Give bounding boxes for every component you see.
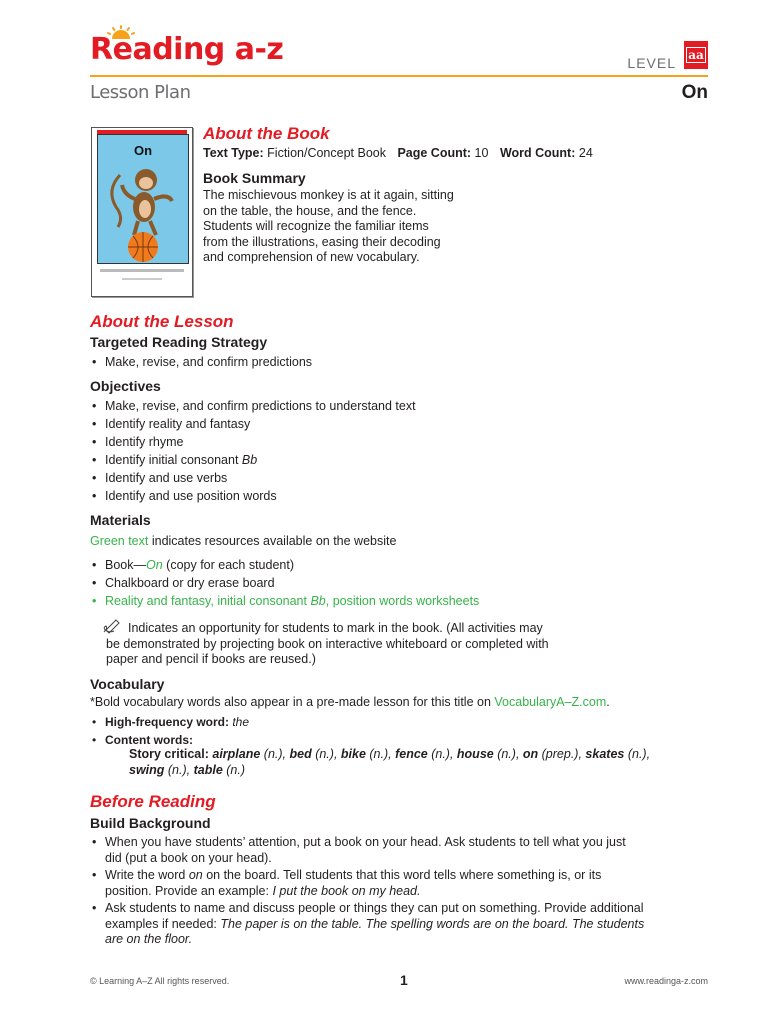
list-item bbox=[90, 433, 416, 451]
about-lesson-heading: About the Lesson bbox=[90, 312, 234, 331]
story-critical-line bbox=[129, 763, 689, 779]
item-text: examples if needed: bbox=[105, 916, 221, 931]
list-item: • Chalkboard or dry erase board bbox=[90, 574, 479, 592]
objective-em: Bb bbox=[241, 453, 258, 467]
page-count-label: Page Count: bbox=[397, 146, 472, 160]
vocab-pos: (n.), bbox=[311, 747, 341, 761]
item-em: on bbox=[188, 868, 203, 882]
summary-line: from the illustrations, easing their decoding bbox=[203, 234, 441, 249]
list-item bbox=[90, 835, 700, 866]
vocabulary-az-link[interactable]: VocabularyA–Z.com bbox=[494, 695, 607, 709]
item-em: I put the book on my head. bbox=[272, 883, 421, 898]
book-cover-image bbox=[91, 127, 193, 297]
list-item bbox=[90, 451, 416, 469]
item-text: Write the word bbox=[105, 868, 189, 882]
level-label: LEVEL bbox=[627, 55, 676, 71]
reading-az-logo: Reading a-z bbox=[90, 32, 284, 67]
materials-heading: Materials bbox=[90, 512, 151, 528]
vocab-pos: (n.), bbox=[427, 747, 457, 761]
materials-list bbox=[90, 556, 479, 610]
item-line: • Ask students to name and discuss people or things they can put on something. Provide additional bbox=[105, 901, 644, 915]
list-item bbox=[90, 868, 700, 899]
materials-note-text: indicates resources available on the website bbox=[148, 534, 397, 548]
page-subtitle: Lesson Plan bbox=[90, 82, 191, 103]
about-book-heading: About the Book bbox=[203, 124, 330, 143]
item-line: did (put a book on your head). bbox=[105, 850, 272, 865]
list-item: • Make, revise, and confirm predictions bbox=[90, 353, 312, 371]
vocabulary-heading: Vocabulary bbox=[90, 676, 165, 692]
before-reading-heading: Before Reading bbox=[90, 792, 216, 811]
objective-text: Identify and use verbs bbox=[105, 471, 228, 485]
text-type-label: Text Type: bbox=[203, 146, 264, 160]
word-count-label: Word Count: bbox=[499, 146, 576, 160]
mark-note-line: paper and pencil if books are reused.) bbox=[106, 652, 316, 666]
vocab-word: airplane bbox=[212, 747, 261, 761]
story-critical-line bbox=[129, 747, 689, 763]
worksheets-link-text[interactable]: Reality and fantasy, initial consonant bbox=[105, 594, 311, 608]
vocab-note-text: *Bold vocabulary words also appear in a pre-made lesson for this title on bbox=[90, 695, 495, 709]
vocab-word: house bbox=[456, 747, 494, 761]
monkey-on-basketball-illustration bbox=[98, 135, 188, 263]
vocabulary-list bbox=[90, 713, 249, 749]
green-text-sample: Green text bbox=[90, 534, 149, 548]
material-book-text: Book— bbox=[105, 558, 146, 572]
item-em: The paper is on the table. The spelling words are on the board. The students bbox=[220, 916, 645, 931]
page-number: 1 bbox=[400, 972, 408, 988]
cover-credits-line bbox=[100, 269, 184, 272]
worksheets-link-em[interactable]: Bb bbox=[310, 594, 326, 608]
objective-text: Identify and use position words bbox=[105, 489, 277, 503]
item-text: position. Provide an example: bbox=[105, 883, 273, 898]
mark-note-line: be demonstrated by projecting book on interactive whiteboard or completed with bbox=[106, 636, 549, 651]
objective-text: Identify rhyme bbox=[105, 435, 184, 449]
objectives-heading: Objectives bbox=[90, 378, 161, 394]
list-item bbox=[90, 397, 416, 415]
build-background-heading: Build Background bbox=[90, 815, 211, 831]
worksheets-link-tail[interactable]: , position words worksheets bbox=[325, 594, 480, 608]
item-line: • When you have students’ attention, put a book on your head. Ask students to tell what you just bbox=[105, 835, 626, 849]
vocab-word: swing bbox=[129, 762, 165, 777]
story-critical-label: Story critical: bbox=[129, 747, 213, 761]
list-item bbox=[90, 556, 479, 574]
vocab-pos: (n.), bbox=[164, 762, 194, 777]
book-summary-heading: Book Summary bbox=[203, 170, 306, 186]
list-item bbox=[90, 487, 416, 505]
list-item bbox=[90, 901, 700, 948]
vocab-pos: (n.), bbox=[624, 747, 651, 761]
hf-word: the bbox=[229, 715, 250, 729]
vocab-word: bike bbox=[340, 747, 366, 761]
book-title: On bbox=[681, 82, 708, 103]
site-link[interactable]: www.readinga-z.com bbox=[624, 976, 708, 986]
item-text: on the board. Tell students that this word tells where something is, or its bbox=[202, 868, 602, 882]
cover-url-line bbox=[122, 278, 162, 280]
header-rule bbox=[90, 75, 708, 77]
mark-note-line: Indicates an opportunity for students to mark in the book. (All activities may bbox=[128, 621, 543, 635]
copyright: © Learning A–Z All rights reserved. bbox=[90, 976, 230, 986]
material-book-note: (copy for each student) bbox=[162, 558, 295, 572]
page-count-value: 10 bbox=[474, 146, 489, 160]
vocab-pos: (n.), bbox=[493, 747, 523, 761]
strategy-heading: Targeted Reading Strategy bbox=[90, 334, 268, 350]
vocabulary-note bbox=[90, 695, 610, 711]
word-count-value: 24 bbox=[578, 146, 593, 160]
vocab-pos: (prep.), bbox=[538, 747, 586, 761]
vocab-pos: (n.) bbox=[222, 762, 246, 777]
list-item bbox=[90, 713, 249, 731]
objective-text: Identify initial consonant bbox=[105, 453, 242, 467]
vocab-word: table bbox=[193, 762, 223, 777]
vocab-note-period: . bbox=[606, 695, 610, 709]
summary-line: on the table, the house, and the fence. bbox=[203, 203, 417, 218]
summary-line: The mischievous monkey is at it again, sitting bbox=[203, 188, 454, 202]
content-words-label: Content words: bbox=[105, 733, 193, 747]
vocab-word: on bbox=[522, 747, 539, 761]
item-line bbox=[105, 868, 700, 884]
level-badge bbox=[684, 41, 708, 69]
strategy-list bbox=[90, 353, 312, 371]
list-item bbox=[90, 415, 416, 433]
item-line bbox=[105, 917, 700, 933]
vocab-word: skates bbox=[585, 747, 625, 761]
level-value: aa bbox=[688, 48, 704, 62]
vocab-word: bed bbox=[289, 747, 312, 761]
cover-illustration bbox=[97, 134, 189, 264]
materials-note bbox=[90, 534, 396, 550]
material-book-title-link[interactable]: On bbox=[146, 558, 163, 572]
item-line bbox=[105, 884, 700, 900]
mark-note bbox=[106, 621, 706, 668]
objective-text: Identify reality and fantasy bbox=[105, 417, 251, 431]
summary-line: Students will recognize the familiar items bbox=[203, 219, 429, 233]
build-background-list bbox=[90, 835, 700, 950]
book-summary-text bbox=[203, 188, 454, 266]
story-critical-words bbox=[129, 747, 689, 778]
item-line: are on the floor. bbox=[105, 932, 193, 946]
vocab-word: fence bbox=[395, 747, 428, 761]
objectives-list bbox=[90, 397, 416, 505]
summary-line: and comprehension of new vocabulary. bbox=[203, 250, 420, 264]
objective-text: Make, revise, and confirm predictions to understand text bbox=[105, 399, 416, 413]
book-meta-line bbox=[203, 146, 593, 162]
cover-title: On bbox=[133, 143, 153, 158]
hf-label: High-frequency word: bbox=[105, 715, 230, 729]
vocab-pos: (n.), bbox=[365, 747, 396, 761]
vocab-pos: (n.), bbox=[260, 747, 290, 761]
text-type-value: Fiction/Concept Book bbox=[267, 146, 386, 160]
list-item bbox=[90, 469, 416, 487]
list-item[interactable] bbox=[90, 592, 479, 610]
